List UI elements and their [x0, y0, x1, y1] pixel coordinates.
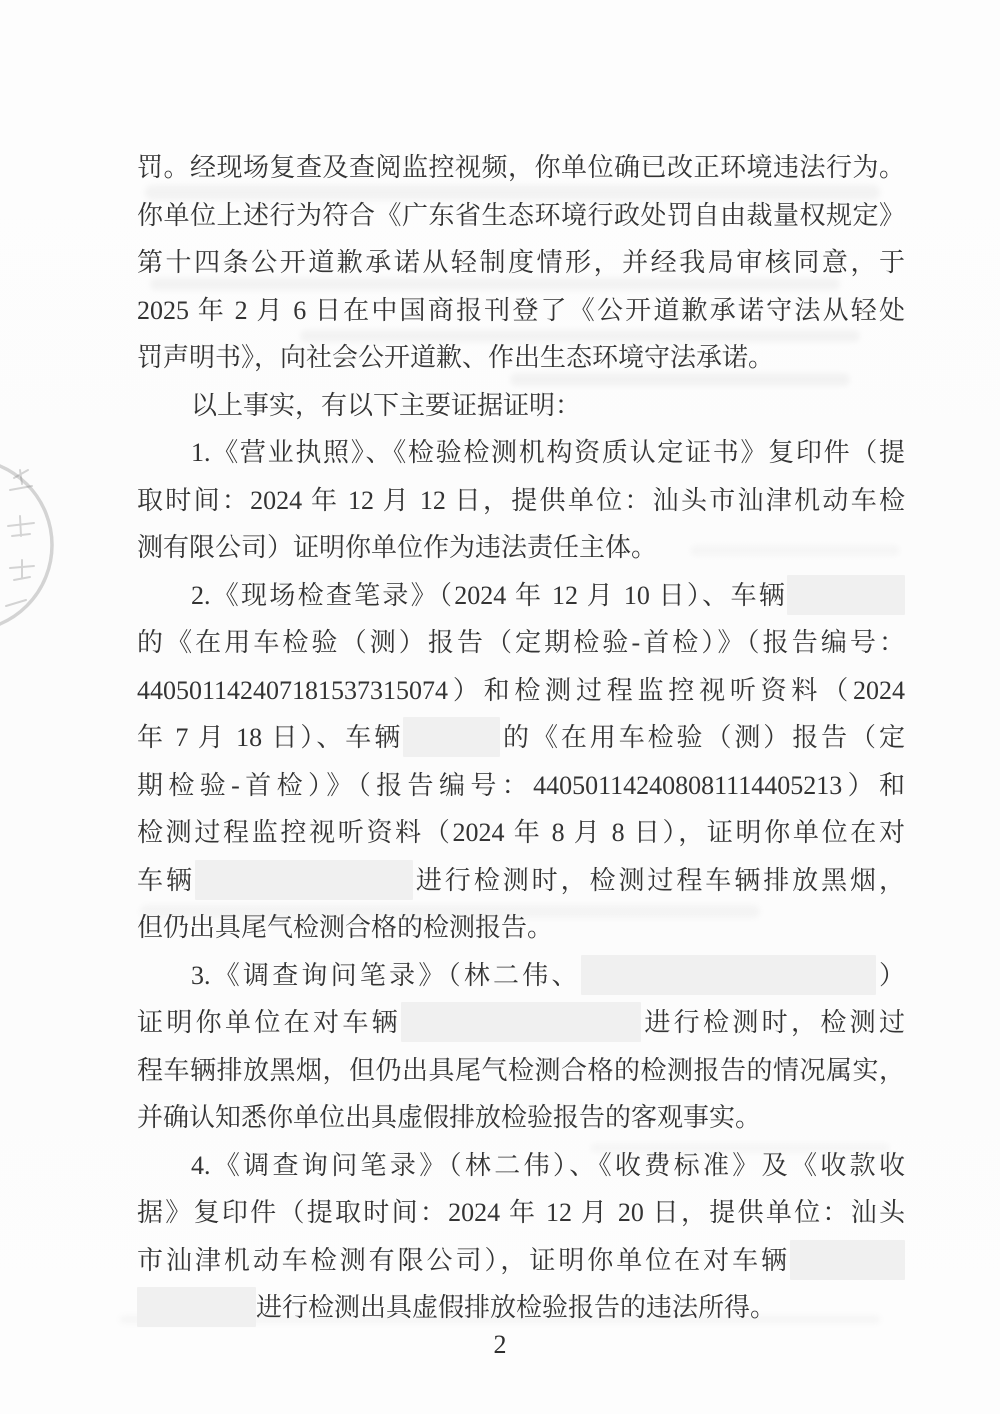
text-line	[137, 1142, 905, 1190]
text-line	[137, 1284, 905, 1332]
text-run: 年 7 月 18 日）、车辆	[137, 723, 404, 752]
text-run: 1.《营业执照》、《检验检测机构资质认定证书》复印件（提	[191, 438, 905, 467]
text-line	[137, 857, 905, 905]
text-run: 4.《调查询问笔录》（林二伟）、《收费标准》及《收款收	[191, 1150, 905, 1180]
text-run: 程车辆排放黑烟，但仍出具尾气检测合格的检测报告的情况属实，	[137, 1055, 905, 1085]
text-line	[137, 809, 905, 857]
text-run: 的《在用车检验（测）报告（定	[500, 723, 905, 752]
text-run: 进行检测时，检测过程车辆排放黑烟，	[412, 865, 905, 895]
text-run: 测有限公司）证明你单位作为违法责任主体。	[137, 533, 658, 562]
redaction-box	[137, 1287, 256, 1327]
text-run: 车辆	[137, 865, 195, 895]
text-line	[137, 904, 905, 952]
text-run: 3.《调查询问笔录》（林二伟、	[191, 960, 581, 990]
text-line	[137, 572, 905, 620]
text-run: 440501142407181537315074）和检测过程监控视听资料（2024	[137, 675, 905, 705]
text-line	[137, 619, 905, 667]
text-line	[137, 524, 905, 572]
redaction-box	[790, 1240, 905, 1280]
text-line	[137, 334, 905, 382]
document-body	[137, 144, 905, 1332]
text-line	[137, 714, 905, 762]
text-line	[137, 762, 905, 810]
redaction-box	[403, 717, 500, 757]
partial-seal-icon	[0, 440, 70, 650]
page-number: 2	[493, 1330, 507, 1359]
text-run: 的《在用车检验（测）报告（定期检验-首检）》（报告编号：	[137, 628, 905, 657]
text-run: 市汕津机动车检测有限公司），证明你单位在对车辆	[137, 1245, 790, 1275]
text-run: 期检验-首检）》（报告编号：440501142408081114405213）和	[137, 770, 905, 800]
text-run: 第十四条公开道歉承诺从轻制度情形，并经我局审核同意，于	[137, 248, 905, 277]
redaction-box	[581, 955, 876, 995]
text-run: 以上事实，有以下主要证据证明：	[191, 390, 582, 420]
text-line	[137, 239, 905, 287]
text-line	[137, 382, 905, 430]
text-run: 据》复印件（提取时间：2024 年 12 月 20 日，提供单位：汕头	[137, 1198, 905, 1227]
text-run: 并确认知悉你单位出具虚假排放检验报告的客观事实。	[137, 1103, 762, 1132]
text-run: 进行检测时，检测过	[641, 1008, 905, 1037]
text-run: 2.《现场检查笔录》（2024 年 12 月 10 日）、车辆	[191, 580, 787, 610]
text-line	[137, 952, 905, 1000]
text-run: 证明你单位在对车辆	[137, 1008, 401, 1037]
text-line	[137, 999, 905, 1047]
text-run: 进行检测出具虚假排放检验报告的违法所得。	[256, 1293, 777, 1322]
text-line	[137, 1094, 905, 1142]
text-run: 罚。经现场复查及查阅监控视频，你单位确已改正环境违法行为。	[137, 153, 905, 182]
text-line	[137, 192, 905, 240]
text-line	[137, 144, 905, 192]
text-run: 取时间：2024 年 12 月 12 日，提供单位：汕头市汕津机动车检	[137, 485, 905, 515]
text-line	[137, 287, 905, 335]
text-run: 罚声明书》，向社会公开道歉、作出生态环境守法承诺。	[137, 343, 775, 372]
text-run: 2025 年 2 月 6 日在中国商报刊登了《公开道歉承诺守法从轻处	[137, 295, 905, 325]
text-line	[137, 1189, 905, 1237]
text-run: 检测过程监控视听资料（2024 年 8 月 8 日），证明你单位在对	[137, 818, 905, 847]
redaction-box	[401, 1002, 641, 1042]
text-line	[137, 1047, 905, 1095]
text-line	[137, 477, 905, 525]
text-line	[137, 1237, 905, 1285]
text-line	[137, 429, 905, 477]
redaction-box	[195, 860, 413, 900]
text-line	[137, 667, 905, 715]
text-run: 你单位上述行为符合《广东省生态环境行政处罚自由裁量权规定》	[137, 200, 905, 230]
text-run: ）	[875, 960, 905, 990]
redaction-box	[787, 575, 905, 615]
text-run: 但仍出具尾气检测合格的检测报告。	[137, 913, 554, 942]
